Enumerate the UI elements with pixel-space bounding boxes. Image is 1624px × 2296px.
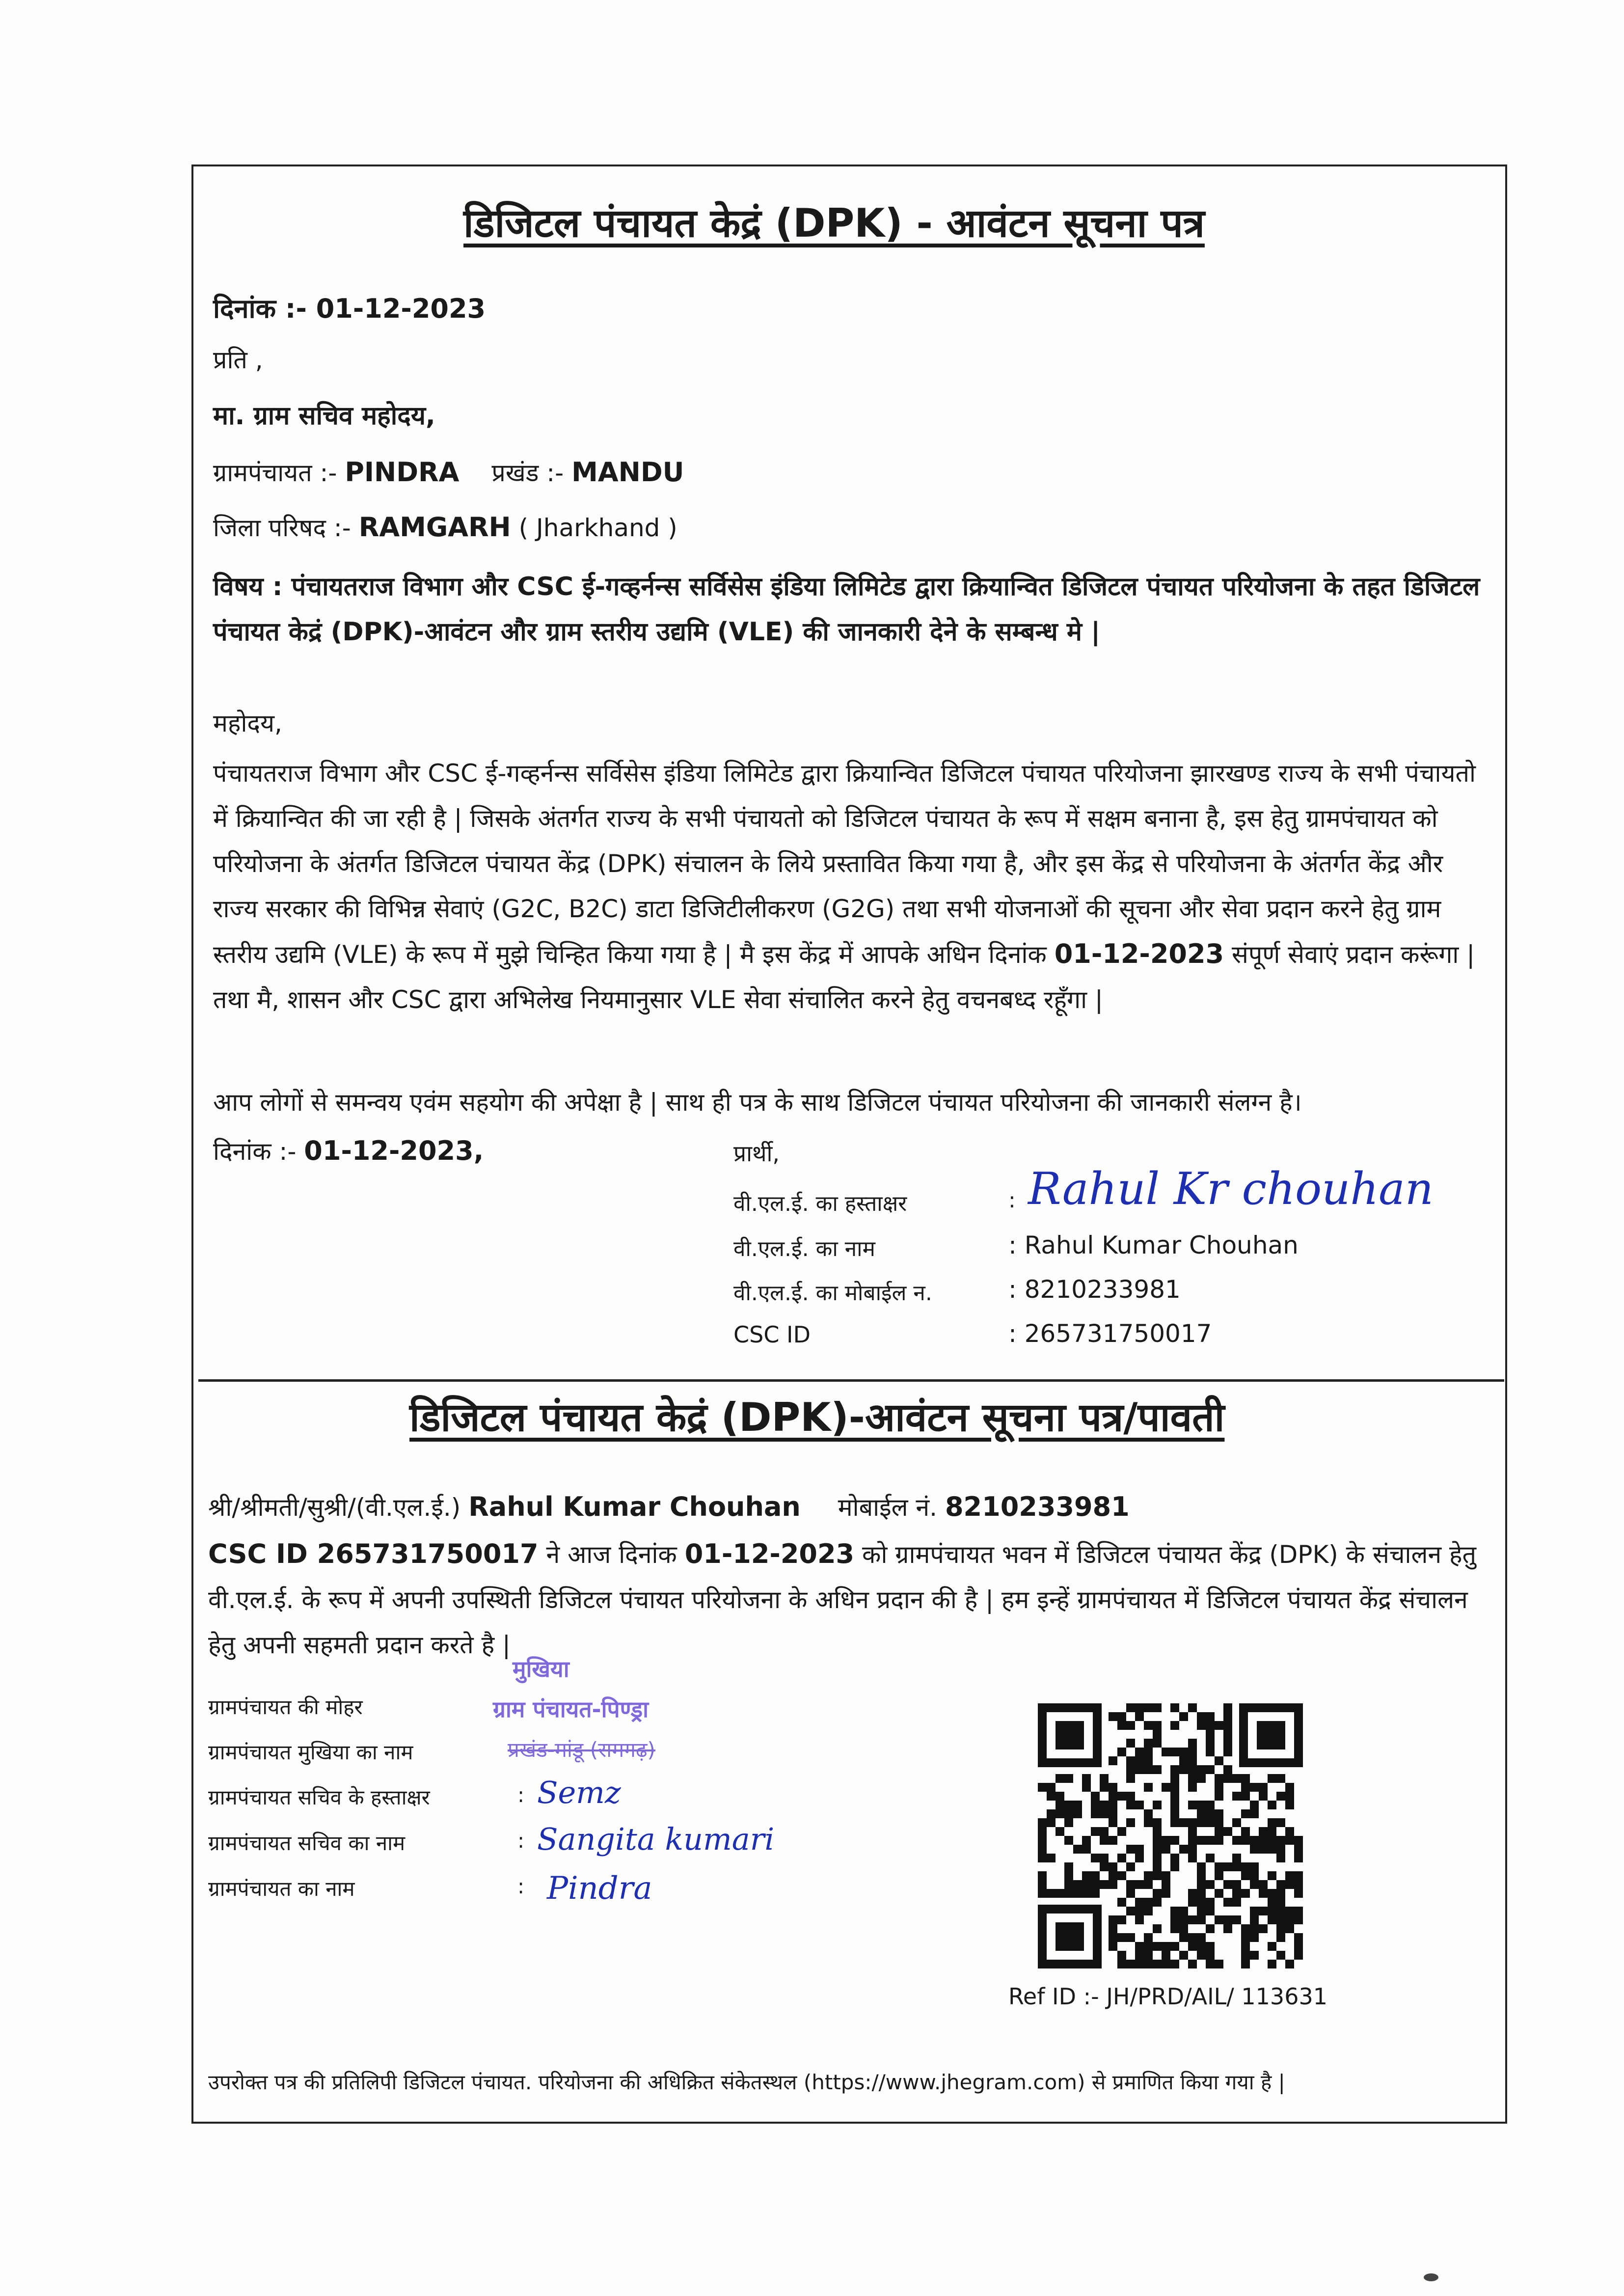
secretary-signature: Semz [537, 1775, 621, 1810]
gp-name-label: ग्रामपंचायत का नाम [208, 1877, 355, 1901]
receipt-vle-row [208, 1490, 1130, 1523]
secretary-name-handwritten: Sangita kumari [537, 1821, 775, 1857]
receipt-date: 01-12-2023 [684, 1538, 855, 1569]
body-part1: पंचायतराज विभाग और CSC ई-गव्हर्नन्स सर्विसेस इंडिया लिमिटेड द्वारा क्रियान्वित डिजिटल पंचायत परियोजना झारखण्ड राज्य के सभी पंचायतो में क्रियान्वित की जा रही है | जिसके अंतर्गत राज्य के सभी पंचायतो को डिजिटल पंचायत के रूप में सक्षम बनाना है, इस हेतु ग्रामपंचायत को परियोजना के अंतर्गत डिजिटल पंचायत केंद्र (DPK) संचालन के लिये प्रस्तावित किया गया है, और इस केंद्र से परियोजना के अंतर्गत केंद्र और राज्य सरकार की विभिन्न सेवाएं (G2C, B2C) डाटा डिजिटीलीकरण (G2G) तथा सभी योजनाओं की सूचना और सेवा प्रदान करने हेतु ग्राम स्तरीय उद्यमि (VLE) के रूप में मुझे चिन्हित किया गया है | मै इस केंद्र में आपके अधिन दिनांक [213, 759, 1476, 969]
receipt-text2: को ग्रामपंचायत भवन में डिजिटल पंचायत केंद्र (DPK) के संचालन हेतु वी.एल.ई. के रूप में अपनी उपस्थिती डिजिटल पंचायत परियोजना के अधिन प्रदान की है | हम इन्हें ग्रामपंचायत में डिजिटल पंचायत केंद्र संचालन हेतु अपनी सहमती प्रदान करते है | [208, 1540, 1477, 1659]
scan-speck [1424, 2273, 1438, 2281]
receipt-title: डिजिटल पंचायत केद्रं (DPK)-आवंटन सूचना पत्र/पावती [409, 1394, 1225, 1440]
letter-frame [191, 164, 1507, 2124]
qr-code-icon [1038, 1703, 1303, 1968]
vle-signature: Rahul Kr chouhan [1028, 1163, 1434, 1215]
letter-title: डिजिटल पंचायत केद्रं (DPK) - आवंटन सूचना पत्र [463, 200, 1205, 246]
receipt-csc: CSC ID 265731750017 [208, 1538, 539, 1569]
closing: आप लोगों से समन्वय एवंम सहयोग की अपेक्षा है | साथ ही पत्र के साथ डिजिटल पंचायत परियोजना की जानकारी संलग्न है। [213, 1088, 1302, 1117]
vle-name-label: वी.एल.ई. का नाम [733, 1236, 875, 1261]
vle-mobile-value: : 8210233981 [1008, 1275, 1181, 1304]
recipient: मा. ग्राम सचिव महोदय, [213, 401, 435, 431]
body-date: 01-12-2023 [1054, 938, 1224, 969]
csc-value: : 265731750017 [1008, 1319, 1212, 1348]
gp-name-handwritten: Pindra [547, 1870, 652, 1907]
colon-3: : [517, 1874, 525, 1898]
date-value: 01-12-2023 [316, 293, 486, 324]
stamp-gram-panchayat: ग्राम पंचायत-पिण्ड्रा [493, 1696, 649, 1722]
gp-label: ग्रामपंचायत :- [213, 459, 337, 487]
seal-label: ग्रामपंचायत की मोहर [208, 1695, 363, 1719]
vle-name-value: : Rahul Kumar Chouhan [1008, 1231, 1299, 1259]
receipt-prefix: श्री/श्रीमती/सुश्री/(वी.एल.ई.) [208, 1493, 461, 1522]
stamp-mukhiya: मुखिया [513, 1656, 569, 1682]
vle-sign-colon: : [1008, 1188, 1016, 1213]
receipt-mobile-value: 8210233981 [945, 1491, 1130, 1522]
receipt-text1: ने आज दिनांक [546, 1540, 677, 1569]
date-label: दिनांक :- [213, 293, 307, 324]
district-label: जिला परिषद :- [213, 514, 351, 542]
sign-date-row [213, 1134, 484, 1167]
sign-date-label: दिनांक :- [213, 1137, 297, 1166]
body-part2: संपूर्ण सेवाएं प्रदान करूंगा | तथा मै, शासन और CSC द्वारा अभिलेख नियमानुसार VLE सेवा संचालित करने हेतु वचनबध्द रहूँगा | [213, 940, 1475, 1014]
stamp-block: प्रखंड-मांडू (रामगढ़) [508, 1738, 655, 1762]
district-value: RAMGARH [358, 512, 511, 543]
block-label: प्रखंड :- [491, 459, 564, 487]
receipt-body [208, 1531, 1480, 1667]
vle-mobile-label: वी.एल.ई. का मोबाईल न. [733, 1281, 932, 1306]
letter-date-row [213, 289, 486, 326]
section-divider [198, 1379, 1504, 1382]
colon-1: : [517, 1783, 525, 1807]
salutation: महोदय, [213, 709, 282, 738]
block-value: MANDU [571, 457, 684, 488]
state-value: ( Jharkhand ) [518, 514, 677, 542]
sign-date-value: 01-12-2023, [304, 1135, 484, 1166]
vle-sign-label: वी.एल.ई. का हस्ताक्षर [733, 1191, 907, 1216]
secretary-name-label: ग्रामपंचायत सचिव का नाम [208, 1831, 406, 1855]
colon-2: : [517, 1829, 525, 1853]
to-line: प्रति , [213, 346, 263, 374]
receipt-name: Rahul Kumar Chouhan [468, 1491, 801, 1522]
ref-id: Ref ID :- JH/PRD/AIL/ 113631 [1008, 1983, 1327, 2010]
csc-label: CSC ID [733, 1321, 811, 1348]
letter-body [213, 751, 1480, 1022]
footer-note: उपरोक्त पत्र की प्रतिलिपी डिजिटल पंचायत. परियोजना की अधिक्रित संकेतस्थल (https://www.jhegram.com) से प्रमाणित किया गया है | [208, 2070, 1285, 2094]
receipt-mobile-label: मोबाईल नं. [838, 1493, 938, 1522]
mukhiya-label: ग्रामपंचायत मुखिया का नाम [208, 1740, 413, 1764]
applicant: प्रार्थी, [733, 1140, 780, 1167]
district-row [213, 510, 677, 544]
subject: विषय : पंचायतराज विभाग और CSC ई-गव्हर्नन्स सर्विसेस इंडिया लिमिटेड द्वारा क्रियान्वित डिजिटल पंचायत परियोजना के तहत डिजिटल पंचायत केद्रं (DPK)-आवंटन और ग्राम स्तरीय उद्यमि (VLE) की जानकारी देने के सम्बन्ध मे | [213, 572, 1480, 647]
gp-row [213, 455, 684, 489]
secretary-sign-label: ग्रामपंचायत सचिव के हस्ताक्षर [208, 1785, 430, 1809]
gp-value: PINDRA [345, 457, 460, 488]
